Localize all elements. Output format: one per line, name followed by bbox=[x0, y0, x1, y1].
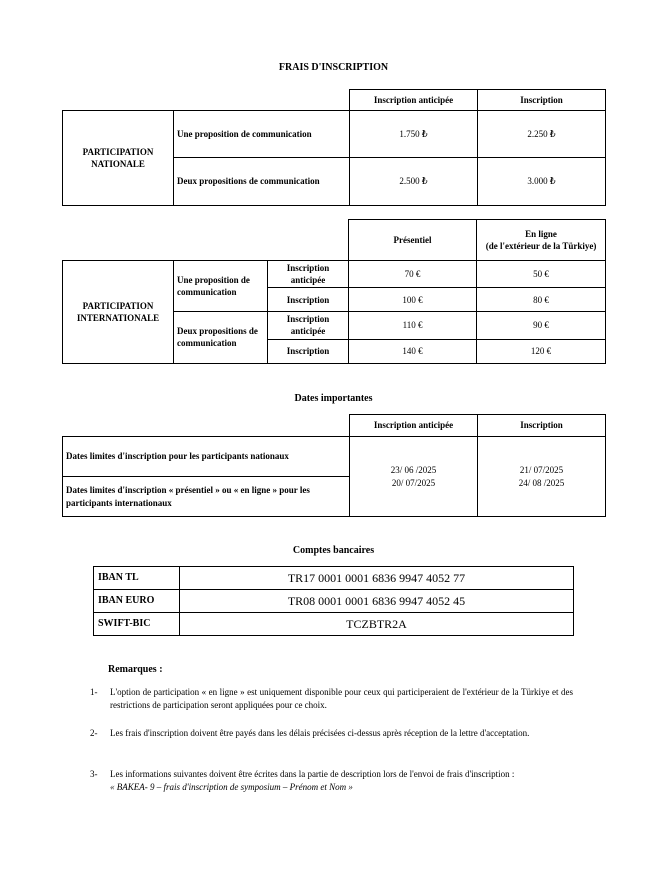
fee-value: 2.250 ₺ bbox=[478, 111, 606, 158]
bank-accounts-table bbox=[93, 566, 574, 636]
remark-italic-text: « BAKEA- 9 – frais d'inscription de symposium – Prénom et Nom » bbox=[110, 782, 353, 793]
fee-value: 70 € bbox=[349, 261, 477, 288]
type-label: Inscription anticipée bbox=[268, 312, 349, 339]
remark-text: L'option de participation « en ligne » est uniquement disponible pour ceux qui participeraient de l'extérieur de la Türkiye et des restrictions de participation seront appliquées pour ce choix. bbox=[110, 687, 573, 711]
fee-value: 90 € bbox=[477, 312, 606, 339]
remark-text: Les informations suivantes doivent être écrites dans la partie de description lors de l'envoi de frais d'inscription : bbox=[110, 769, 515, 779]
anticipee-dates bbox=[350, 437, 478, 517]
fee-value: 2.500 ₺ bbox=[350, 158, 478, 206]
remarks-title: Remarques : bbox=[108, 664, 163, 675]
bank-title: Comptes bancaires bbox=[292, 545, 375, 556]
bank-label: SWIFT-BIC bbox=[94, 613, 180, 636]
remark-text: Les frais d'inscription doivent être payés dans les délais précisées ci-dessus après réception de la lettre d'acceptation. bbox=[110, 728, 530, 738]
group-label: Deux propositions de communication bbox=[174, 312, 268, 363]
remark-number: 1- bbox=[90, 687, 98, 697]
fee-value: 1.750 ₺ bbox=[350, 111, 478, 158]
bank-label: IBAN EURO bbox=[94, 590, 180, 613]
bank-label: IBAN TL bbox=[94, 567, 180, 590]
col-header-inscription: Inscription bbox=[478, 90, 606, 111]
dates-row-national-label: Dates limites d'inscription pour les participants nationaux bbox=[63, 437, 350, 477]
fee-value: 3.000 ₺ bbox=[478, 158, 606, 206]
col-header-presentiel: Présentiel bbox=[349, 220, 477, 261]
remark-item-2 bbox=[90, 727, 573, 740]
en-ligne-label: En ligne bbox=[525, 228, 557, 239]
fee-value: 120 € bbox=[477, 339, 606, 363]
fee-value: 100 € bbox=[349, 288, 477, 312]
remark-number: 3- bbox=[90, 769, 98, 779]
col-header-anticipee: Inscription anticipée bbox=[350, 415, 478, 437]
bank-value: TR08 0001 0001 6836 9947 4052 45 bbox=[180, 590, 574, 613]
type-label: Inscription anticipée bbox=[268, 261, 349, 288]
col-header-en-ligne bbox=[477, 220, 606, 261]
row-label: Deux propositions de communication bbox=[174, 158, 350, 206]
col-header-anticipee: Inscription anticipée bbox=[350, 90, 478, 111]
international-fees-table bbox=[62, 219, 606, 364]
type-label: Inscription bbox=[268, 288, 349, 312]
fee-value: 80 € bbox=[477, 288, 606, 312]
fees-title: FRAIS D'INSCRIPTION bbox=[278, 62, 389, 73]
date-value: 24/ 08 /2025 bbox=[518, 477, 565, 488]
date-value: 20/ 07/2025 bbox=[391, 477, 436, 488]
col-header-inscription: Inscription bbox=[478, 415, 606, 437]
remark-number: 2- bbox=[90, 728, 98, 738]
inscription-dates bbox=[478, 437, 606, 517]
international-group-label: PARTICIPATION INTERNATIONALE bbox=[63, 261, 174, 364]
type-label: Inscription bbox=[268, 339, 349, 363]
date-value: 21/ 07/2025 bbox=[519, 465, 564, 476]
row-label: Une proposition de communication bbox=[174, 111, 350, 158]
remark-item-1 bbox=[90, 686, 573, 712]
national-fees-table bbox=[62, 89, 606, 206]
fee-value: 140 € bbox=[349, 339, 477, 363]
national-group-label: PARTICIPATION NATIONALE bbox=[63, 111, 174, 206]
dates-title: Dates importantes bbox=[294, 393, 373, 404]
date-value: 23/ 06 /2025 bbox=[390, 465, 437, 476]
bank-value: TCZBTR2A bbox=[180, 613, 574, 636]
group-label: Une proposition de communication bbox=[174, 261, 268, 312]
fee-value: 50 € bbox=[477, 261, 606, 288]
en-ligne-sublabel: (de l'extérieur de la Türkiye) bbox=[485, 241, 597, 251]
dates-table bbox=[62, 414, 606, 517]
bank-value: TR17 0001 0001 6836 9947 4052 77 bbox=[180, 567, 574, 590]
remark-item-3 bbox=[90, 768, 573, 794]
fee-value: 110 € bbox=[349, 312, 477, 339]
dates-row-international-label: Dates limites d'inscription « présentiel » ou « en ligne » pour les participants internationaux bbox=[63, 477, 350, 517]
